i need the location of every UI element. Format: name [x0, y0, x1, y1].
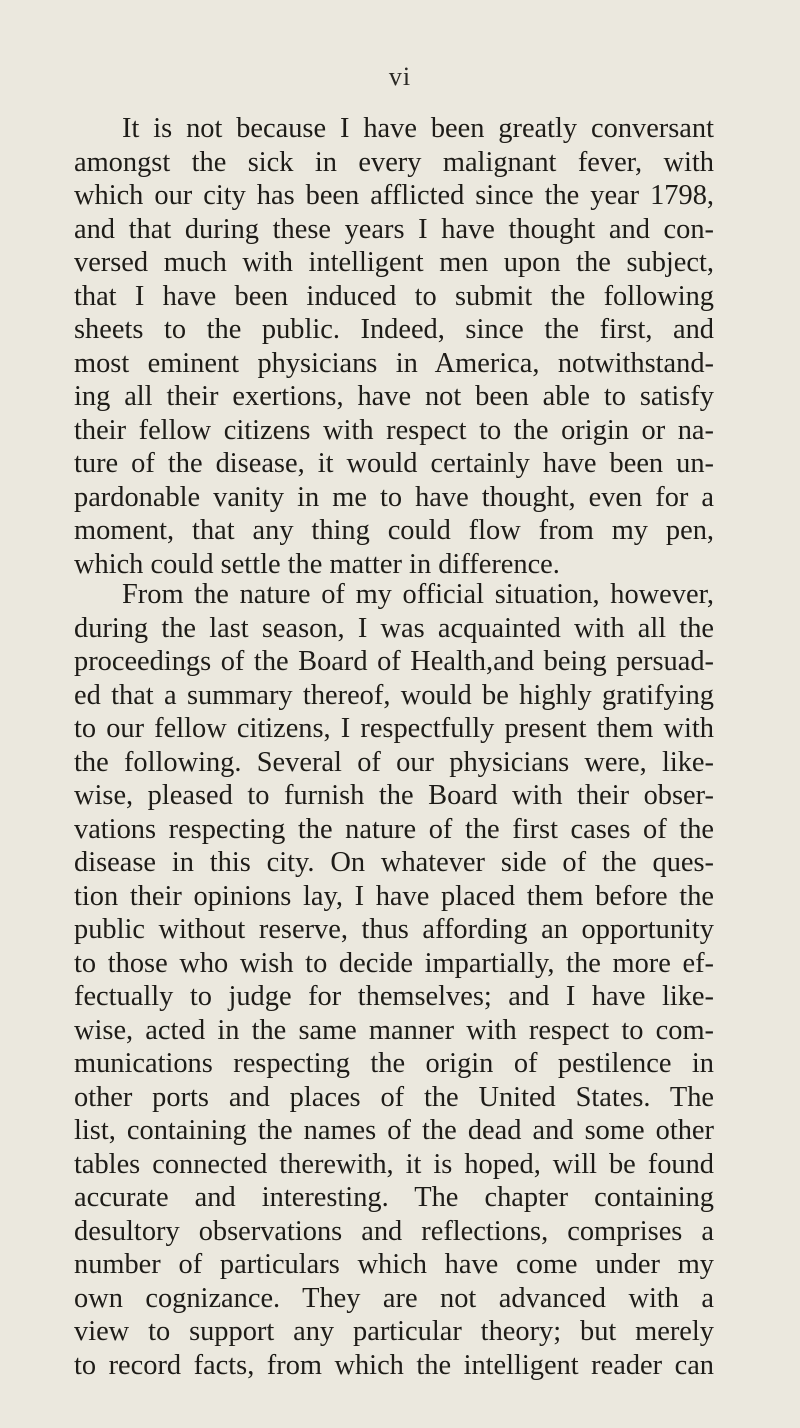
- text-line: versed much with intelligent men upon the subject,: [74, 247, 714, 278]
- text-line: vations respecting the nature of the first cases of the: [74, 813, 714, 845]
- text-line: From the nature of my official situation, however,: [122, 579, 714, 610]
- paragraph-2: [74, 578, 714, 1382]
- text-line: munications respecting the origin of pestilence in: [74, 1048, 714, 1079]
- text-line: proceedings of the Board of Health,and being persuad-: [74, 646, 714, 677]
- text-line: that I have been induced to submit the following: [74, 280, 714, 312]
- text-line: amongst the sick in every malignant fever, with: [74, 146, 714, 178]
- text-line: during the last season, I was acquainted with all the: [74, 612, 714, 644]
- text-line: tion their opinions lay, I have placed them before the: [74, 880, 714, 912]
- text-line: accurate and interesting. The chapter containing: [74, 1182, 714, 1213]
- text-line: public without reserve, thus affording an opportunity: [74, 914, 714, 945]
- text-line: which our city has been afflicted since the year 1798,: [74, 180, 714, 211]
- text-line: own cognizance. They are not advanced with a: [74, 1282, 714, 1314]
- text-line: tables connected therewith, it is hoped, will be found: [74, 1148, 714, 1180]
- text-line: number of particulars which have come under my: [74, 1249, 714, 1280]
- text-line: to record facts, from which the intelligent reader can: [74, 1349, 714, 1381]
- text-line: wise, acted in the same manner with respect to com-: [74, 1014, 714, 1046]
- text-line: most eminent physicians in America, notwithstand-: [74, 347, 714, 379]
- text-line: view to support any particular theory; but merely: [74, 1316, 714, 1347]
- text-line: to those who wish to decide impartially, the more ef-: [74, 947, 714, 979]
- text-line: sheets to the public. Indeed, since the first, and: [74, 314, 714, 345]
- text-line: desultory observations and reflections, comprises a: [74, 1215, 714, 1247]
- text-line: list, containing the names of the dead and some other: [74, 1115, 714, 1146]
- text-line: ed that a summary thereof, would be highly gratifying: [74, 679, 714, 711]
- text-line: other ports and places of the United States. The: [74, 1081, 714, 1113]
- text-line: the following. Several of our physicians were, like-: [74, 746, 714, 778]
- text-line: and that during these years I have thought and con-: [74, 213, 714, 245]
- text-line: moment, that any thing could flow from my pen,: [74, 515, 714, 546]
- text-line: ing all their exertions, have not been able to satisfy: [74, 381, 714, 412]
- text-line: to our fellow citizens, I respectfully present them with: [74, 713, 714, 744]
- text-line: pardonable vanity in me to have thought, even for a: [74, 481, 714, 513]
- text-line: their fellow citizens with respect to the origin or na-: [74, 414, 714, 446]
- page-number: vi: [388, 62, 412, 91]
- text-line: ture of the disease, it would certainly have been un-: [74, 448, 714, 479]
- text-line: fectually to judge for themselves; and I have like-: [74, 981, 714, 1012]
- text-line: wise, pleased to furnish the Board with their obser-: [74, 780, 714, 811]
- text-line: It is not because I have been greatly conversant: [122, 113, 714, 144]
- text-line: disease in this city. On whatever side of the ques-: [74, 847, 714, 878]
- paragraph-1: [74, 112, 714, 581]
- text-line: which could settle the matter in difference.: [74, 548, 560, 580]
